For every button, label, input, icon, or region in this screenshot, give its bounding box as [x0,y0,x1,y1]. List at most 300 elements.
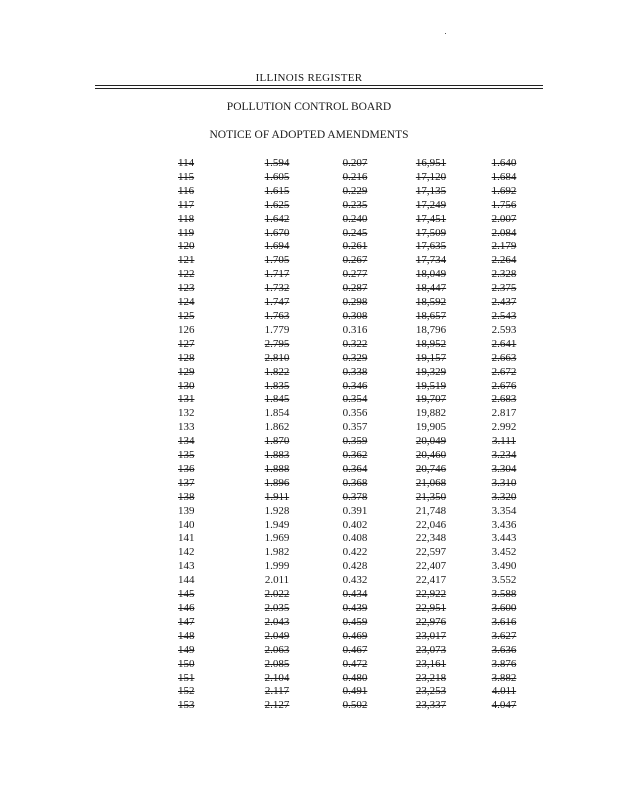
table-row [160,338,538,352]
cell-value: 1.779 [264,323,290,336]
cell-value: 0.267 [342,254,368,267]
cell-value: 22,348 [415,532,447,545]
cell-value: 146 [178,602,195,614]
table-cell [160,519,236,533]
cell-value: 0.402 [342,518,368,531]
table-cell [236,699,318,713]
table-cell [160,157,236,171]
table-row [160,644,538,658]
cell-value: 20,460 [415,449,447,462]
cell-value: 141 [178,532,195,545]
table-cell [236,407,318,421]
cell-value: 3.616 [491,615,517,628]
table-cell [318,505,392,519]
cell-value: 0.491 [342,685,368,698]
cell-value: 1.854 [264,407,290,420]
table-row [160,463,538,477]
table-cell [160,407,236,421]
table-cell [392,505,470,519]
table-cell [318,672,392,686]
table-cell [160,435,236,449]
table-cell [470,407,538,421]
cell-value: 21,068 [415,476,447,489]
table-row [160,366,538,380]
cell-value: 137 [178,476,195,489]
cell-value: 2.035 [264,602,290,614]
table-cell [470,588,538,602]
cell-value: 3.882 [491,671,517,684]
table-cell [470,352,538,366]
table-cell [470,644,538,658]
cell-value: 19,519 [415,379,447,392]
board-title: POLLUTION CONTROL BOARD [226,101,392,113]
cell-value: 133 [178,421,195,434]
table-row [160,254,538,268]
cell-value: 2.795 [264,337,290,350]
cell-value: 20,746 [415,462,447,475]
header-rule-lower [95,88,543,89]
cell-value: 2.007 [491,212,517,225]
table-row [160,630,538,644]
cell-value: 19,905 [415,421,447,434]
cell-value: 23,017 [415,629,447,642]
cell-value: 1.949 [264,518,290,531]
cell-value: 1.928 [264,504,290,517]
table-cell [236,658,318,672]
cell-value: 1.883 [264,449,290,462]
table-cell [236,616,318,630]
cell-value: 3.588 [491,588,517,601]
cell-value: 118 [178,212,195,225]
cell-value: 0.338 [342,365,368,378]
table-cell [318,449,392,463]
table-cell [318,380,392,394]
cell-value: 2.104 [264,671,290,684]
cell-value: 0.469 [342,629,368,642]
cell-value: 19,157 [415,351,447,364]
table-cell [160,505,236,519]
cell-value: 4.047 [491,699,517,712]
table-cell [470,685,538,699]
table-cell [160,227,236,241]
table-cell [160,324,236,338]
table-row [160,491,538,505]
cell-value: 130 [178,379,195,392]
table-cell [470,449,538,463]
table-cell [470,602,538,616]
table-row [160,602,538,616]
cell-value: 0.378 [342,490,368,503]
table-cell [236,324,318,338]
cell-value: 23,161 [415,657,447,670]
table-cell [318,199,392,213]
table-row [160,324,538,338]
table-cell [160,616,236,630]
cell-value: 135 [178,449,195,462]
cell-value: 1.717 [264,268,290,281]
table-cell [392,560,470,574]
table-row [160,282,538,296]
cell-value: 127 [178,337,195,350]
table-cell [392,199,470,213]
cell-value: 3.354 [491,504,517,517]
cell-value: 0.229 [342,184,368,197]
cell-value: 3.636 [491,643,517,656]
cell-value: 0.216 [342,170,368,183]
cell-value: 1.870 [264,435,290,448]
cell-value: 0.391 [342,504,368,517]
table-cell [160,296,236,310]
cell-value: 1.615 [264,184,290,197]
cell-value: 0.346 [342,379,368,392]
table-row [160,213,538,227]
cell-value: 0.322 [342,337,368,350]
table-cell [392,644,470,658]
cell-value: 0.235 [342,198,368,211]
table-cell [160,449,236,463]
table-cell [470,574,538,588]
table-cell [318,616,392,630]
cell-value: 2.683 [491,393,517,406]
table-cell [236,463,318,477]
table-cell [392,463,470,477]
cell-value: 2.085 [264,657,290,670]
cell-value: 144 [178,574,195,587]
cell-value: 2.810 [264,351,290,364]
table-cell [392,185,470,199]
table-cell [470,380,538,394]
table-cell [392,352,470,366]
table-cell [236,366,318,380]
table-cell [236,282,318,296]
cell-value: 0.359 [342,435,368,448]
cell-value: 136 [178,462,195,475]
table-cell [236,574,318,588]
cell-value: 1.640 [491,157,517,169]
table-row [160,477,538,491]
cell-value: 142 [178,546,195,559]
table-cell [318,366,392,380]
table-cell [236,505,318,519]
cell-value: 18,952 [415,337,447,350]
cell-value: 0.439 [342,602,368,614]
cell-value: 1.862 [264,421,290,434]
table-row [160,435,538,449]
table-row [160,532,538,546]
table-row [160,699,538,713]
cell-value: 3.452 [491,546,517,559]
cell-value: 134 [178,435,195,448]
cell-value: 3.111 [492,435,516,448]
cell-value: 1.845 [264,393,290,406]
table-cell [236,310,318,324]
table-row [160,449,538,463]
table-cell [470,268,538,282]
table-cell [318,699,392,713]
table-cell [160,352,236,366]
table-cell [236,560,318,574]
cell-value: 23,253 [415,685,447,698]
table-cell [318,644,392,658]
table-cell [318,658,392,672]
table-cell [392,338,470,352]
table-cell [318,532,392,546]
table-cell [318,560,392,574]
table-row [160,672,538,686]
cell-value: 22,922 [415,588,447,601]
table-cell [236,254,318,268]
table-row [160,574,538,588]
cell-value: 22,407 [415,560,447,573]
cell-value: 19,329 [415,365,447,378]
cell-value: 1.822 [264,365,290,378]
table-row [160,352,538,366]
notice-title: NOTICE OF ADOPTED AMENDMENTS [209,129,409,141]
cell-value: 0.261 [342,240,368,253]
table-cell [470,532,538,546]
cell-value: 0.240 [342,212,368,225]
table-cell [392,310,470,324]
table-cell [160,310,236,324]
table-cell [160,491,236,505]
table-cell [318,602,392,616]
table-cell [392,254,470,268]
table-cell [236,338,318,352]
table-cell [160,699,236,713]
table-cell [160,630,236,644]
rate-table-body [160,157,538,713]
table-cell [318,519,392,533]
table-cell [236,685,318,699]
cell-value: 125 [178,309,195,322]
cell-value: 3.627 [491,629,517,642]
table-cell [392,519,470,533]
cell-value: 2.663 [491,351,517,364]
table-cell [392,602,470,616]
table-cell [318,171,392,185]
table-cell [318,588,392,602]
table-cell [236,588,318,602]
cell-value: 3.443 [491,532,517,545]
cell-value: 0.368 [342,476,368,489]
table-cell [318,685,392,699]
cell-value: 2.375 [491,282,517,295]
cell-value: 2.117 [264,685,290,698]
table-cell [160,658,236,672]
cell-value: 2.437 [491,296,517,309]
table-cell [470,227,538,241]
table-cell [470,393,538,407]
cell-value: 123 [178,282,195,295]
cell-value: 122 [178,268,195,281]
table-cell [318,421,392,435]
table-row [160,588,538,602]
cell-value: 0.354 [342,393,368,406]
table-cell [318,463,392,477]
cell-value: 153 [178,699,195,712]
table-cell [160,366,236,380]
table-cell [318,630,392,644]
cell-value: 3.310 [491,476,517,489]
cell-value: 3.234 [491,449,517,462]
cell-value: 119 [178,226,195,239]
table-cell [318,185,392,199]
cell-value: 1.684 [491,170,517,183]
cell-value: 22,417 [415,574,447,587]
cell-value: 0.329 [342,351,368,364]
cell-value: 3.304 [491,462,517,475]
table-cell [160,338,236,352]
cell-value: 23,337 [415,699,447,712]
cell-value: 2.641 [491,337,517,350]
cell-value: 17,734 [415,254,447,267]
table-row [160,296,538,310]
table-cell [160,185,236,199]
cell-value: 2.817 [491,407,517,420]
table-cell [470,477,538,491]
table-row [160,185,538,199]
table-cell [318,296,392,310]
table-cell [160,672,236,686]
cell-value: 17,451 [415,212,447,225]
cell-value: 2.328 [491,268,517,281]
table-cell [318,254,392,268]
table-cell [160,282,236,296]
cell-value: 3.320 [491,490,517,503]
header-rule [95,85,543,86]
cell-value: 0.316 [342,323,368,336]
table-row [160,199,538,213]
table-cell [160,463,236,477]
table-cell [392,240,470,254]
cell-value: 115 [178,170,195,183]
cell-value: 1.888 [264,462,290,475]
cell-value: 132 [178,407,195,420]
table-cell [318,157,392,171]
cell-value: 1.594 [264,157,290,169]
table-cell [392,282,470,296]
cell-value: 114 [178,157,195,169]
table-cell [470,630,538,644]
cell-value: 0.287 [342,282,368,295]
table-cell [392,699,470,713]
cell-value: 22,597 [415,546,447,559]
table-row [160,421,538,435]
cell-value: 2.264 [491,254,517,267]
table-cell [392,421,470,435]
table-row [160,560,538,574]
cell-value: 1.732 [264,282,290,295]
table-cell [160,477,236,491]
table-cell [470,213,538,227]
cell-value: 151 [178,671,195,684]
table-row [160,227,538,241]
table-cell [236,393,318,407]
table-cell [470,616,538,630]
cell-value: 3.490 [491,560,517,573]
table-cell [470,463,538,477]
cell-value: 0.408 [342,532,368,545]
table-row [160,393,538,407]
table-cell [392,227,470,241]
cell-value: 0.362 [342,449,368,462]
cell-value: 2.676 [491,379,517,392]
table-cell [160,199,236,213]
cell-value: 2.022 [264,588,290,601]
table-cell [160,685,236,699]
table-cell [470,282,538,296]
table-cell [318,435,392,449]
table-cell [392,685,470,699]
table-cell [236,672,318,686]
cell-value: 22,046 [415,518,447,531]
cell-value: 1.999 [264,560,290,573]
table-cell [160,602,236,616]
cell-value: 147 [178,615,195,628]
table-row [160,407,538,421]
table-cell [392,588,470,602]
table-cell [392,477,470,491]
table-cell [236,268,318,282]
table-cell [318,407,392,421]
cell-value: 2.672 [491,365,517,378]
table-row [160,268,538,282]
table-cell [236,240,318,254]
table-cell [318,268,392,282]
table-cell [470,560,538,574]
table-row [160,616,538,630]
cell-value: 1.705 [264,254,290,267]
cell-value: 0.364 [342,462,368,475]
cell-value: 143 [178,560,195,573]
table-cell [392,672,470,686]
cell-value: 1.642 [264,212,290,225]
table-cell [318,282,392,296]
cell-value: 0.432 [342,574,368,587]
table-cell [392,658,470,672]
cell-value: 0.502 [342,699,368,712]
table-cell [236,491,318,505]
cell-value: 1.896 [264,476,290,489]
cell-value: 22,976 [415,615,447,628]
table-cell [236,449,318,463]
cell-value: 4.011 [491,685,517,698]
table-cell [392,393,470,407]
register-title: ILLINOIS REGISTER [255,72,363,84]
cell-value: 0.480 [342,671,368,684]
table-cell [160,268,236,282]
table-cell [392,296,470,310]
table-cell [470,310,538,324]
cell-value: 2.043 [264,615,290,628]
cell-value: 2.084 [491,226,517,239]
table-row [160,546,538,560]
table-row [160,658,538,672]
table-cell [318,574,392,588]
table-row [160,310,538,324]
table-cell [392,157,470,171]
cell-value: 0.277 [342,268,368,281]
table-cell [470,699,538,713]
cell-value: 124 [178,296,195,309]
table-cell [236,532,318,546]
table-cell [160,421,236,435]
table-cell [160,574,236,588]
table-cell [392,366,470,380]
table-cell [160,588,236,602]
table-cell [392,449,470,463]
cell-value: 2.992 [491,421,517,434]
